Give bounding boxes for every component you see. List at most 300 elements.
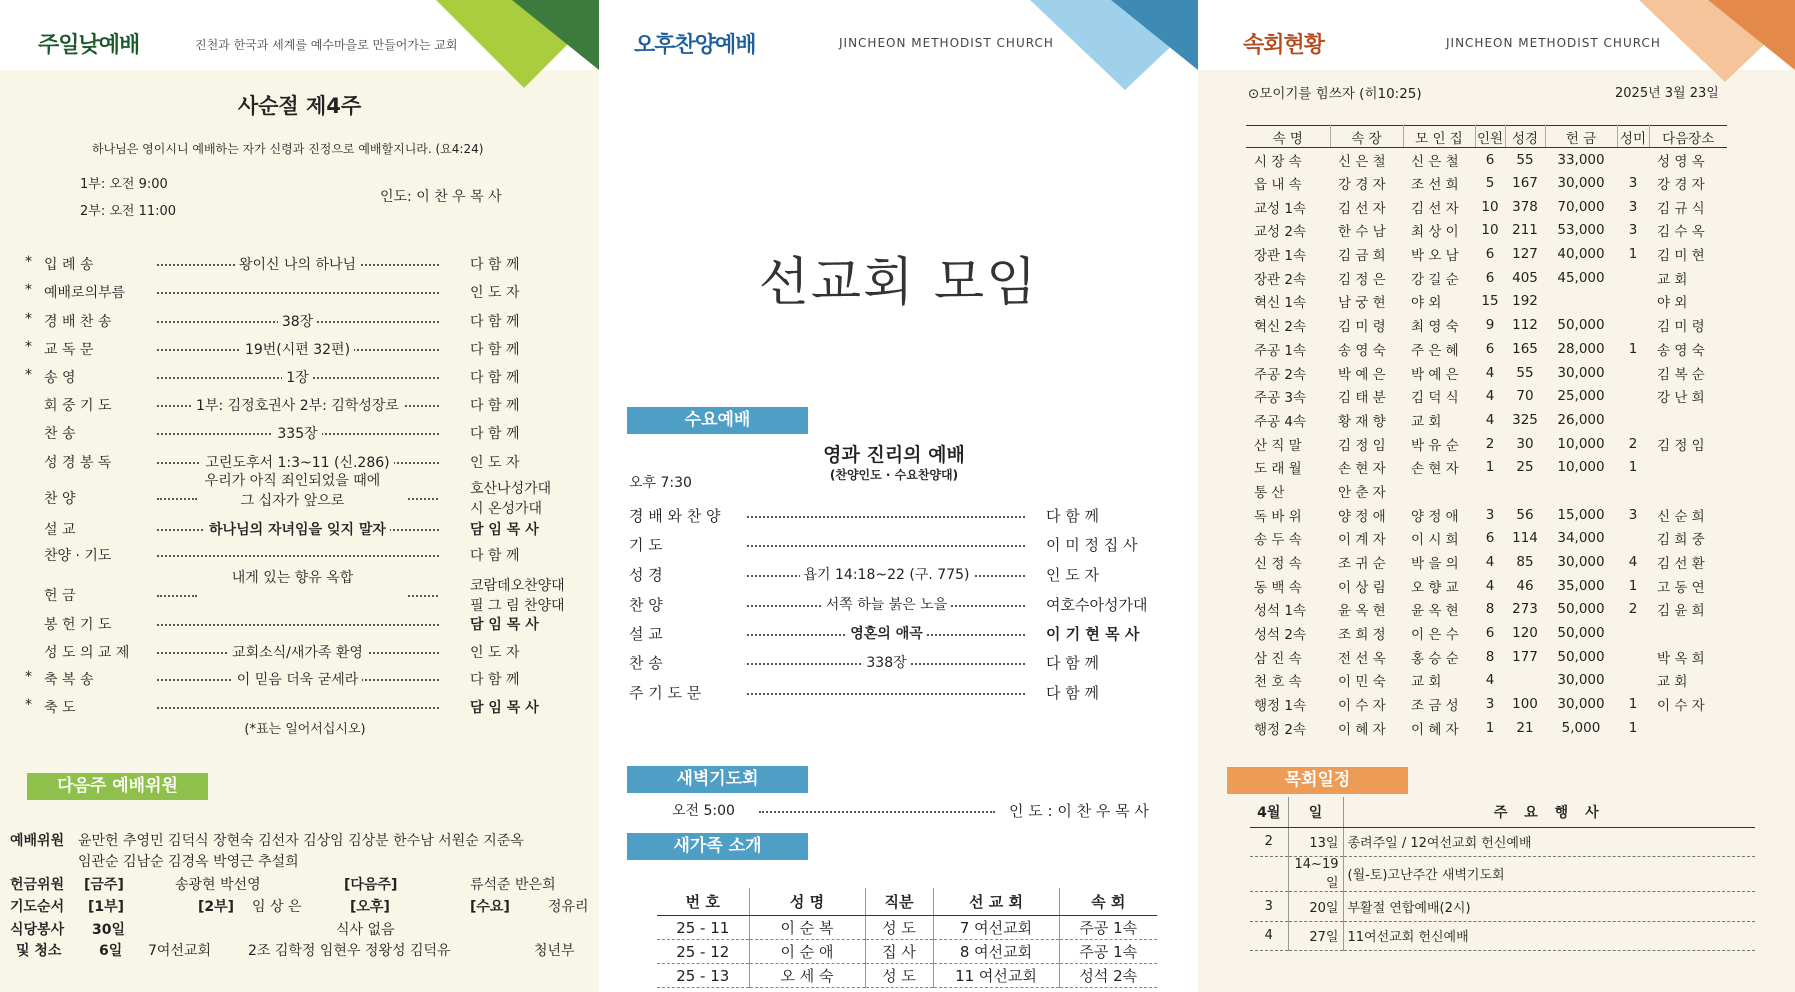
table-cell	[1649, 479, 1727, 503]
table-row	[1246, 148, 1727, 172]
table-cell: 46	[1516, 577, 1534, 594]
table-cell: 행정 2속	[1254, 721, 1307, 738]
order-item-name: 성 경 봉 독	[44, 455, 112, 471]
committee-names: 식사 없음	[336, 922, 395, 938]
schedule-title: 목회일정	[1227, 767, 1408, 794]
table-cell: 집 사	[865, 940, 933, 964]
table-cell	[1617, 621, 1649, 645]
order-item-name: 예배로의부름	[44, 285, 126, 301]
table-cell	[1617, 669, 1649, 693]
committee-names: 정유리	[548, 899, 589, 915]
table-cell: 김 미 현	[1657, 248, 1705, 265]
table-cell: 이 혜 자	[1338, 721, 1386, 738]
table-cell: 55	[1516, 364, 1534, 381]
column-header: 4월	[1250, 797, 1288, 827]
table-row	[1246, 550, 1727, 574]
table-cell: 4	[1628, 554, 1638, 571]
table-cell: 종려주일 / 12여선교회 헌신예배	[1343, 827, 1755, 856]
table-cell: 이 민 숙	[1338, 674, 1386, 691]
order-item-name: 교 독 문	[44, 342, 94, 358]
header-decoration	[1708, 0, 1795, 70]
table-row	[1246, 337, 1727, 361]
table-row	[1246, 716, 1727, 740]
table-cell: 고 동 연	[1657, 579, 1705, 596]
table-cell: 70,000	[1557, 198, 1605, 215]
table-cell: 34,000	[1557, 530, 1605, 547]
committee-tag: [다음주]	[344, 877, 398, 893]
table-header-row	[657, 888, 1157, 916]
table-cell: 김 선 자	[1411, 200, 1459, 217]
table-row	[1246, 242, 1727, 266]
header-decoration	[512, 0, 599, 70]
wed-item-content	[739, 594, 1034, 614]
order-item-by: 다 함 께	[470, 426, 520, 442]
table-cell: 이 시 희	[1411, 532, 1459, 549]
column-header: 직분	[865, 888, 933, 916]
standing-mark: *	[25, 254, 32, 270]
table-cell: 성석 1속	[1254, 603, 1307, 620]
panel-title: 오후찬양예배	[634, 33, 756, 58]
committee-label: 예배위원	[10, 833, 65, 849]
table-cell: 30,000	[1557, 364, 1605, 381]
column-header: 속 명	[1246, 126, 1330, 148]
scripture-verse: 하나님은 영이시니 예배하는 자가 신령과 진정으로 예배할지니라. (요4:24)	[92, 142, 484, 156]
committee-label: 및 청소	[16, 943, 62, 959]
table-row	[1246, 290, 1727, 314]
leader-dots	[408, 595, 438, 597]
table-cell	[1649, 716, 1727, 740]
standing-mark: *	[25, 669, 32, 685]
table-cell: 3	[1628, 506, 1638, 523]
table-cell: 2	[1628, 601, 1638, 618]
table-cell: 송 두 속	[1254, 532, 1302, 549]
leader-dots	[157, 292, 439, 294]
table-cell: 최 영 숙	[1411, 319, 1459, 336]
table-cell: 1	[1628, 246, 1638, 263]
order-item-by: 인 도 자	[470, 645, 520, 661]
table-cell: 10,000	[1557, 435, 1605, 452]
table-cell: 192	[1512, 293, 1538, 310]
table-cell: 25 - 11	[657, 916, 749, 940]
order-item-by: 다 함 께	[470, 257, 520, 273]
table-cell: 김 선 환	[1657, 556, 1705, 573]
committee-label: 헌금위원	[10, 877, 65, 893]
table-cell: 100	[1512, 696, 1538, 713]
table-cell: 이 은 수	[1411, 627, 1459, 644]
wed-item-text: 욥기 14:18~22 (구. 775)	[800, 567, 974, 583]
dawn-leader: 인 도 : 이 찬 우 목 사	[1009, 802, 1149, 820]
table-row	[1250, 856, 1755, 891]
committee-names: 윤만헌 추영민 김덕식 장현숙 김선자 김상임 김상분 한수남 서원순 지준옥	[78, 833, 524, 849]
order-item-name: 봉 헌 기 도	[44, 617, 112, 633]
leader-dots	[157, 555, 439, 557]
leader-dots	[747, 693, 1025, 695]
wed-item-name: 경 배 와 찬 양	[629, 507, 721, 525]
schedule-table	[1250, 797, 1755, 951]
table-cell: 177	[1512, 648, 1538, 665]
table-cell: 김 정 은	[1338, 271, 1386, 288]
wed-item-by: 다 함 께	[1046, 654, 1100, 672]
table-cell: 13일	[1288, 827, 1343, 856]
order-item-content: 우리가 아직 죄인되었을 때에	[204, 473, 381, 489]
table-cell: 김 태 분	[1338, 390, 1386, 407]
table-cell: 신 순 희	[1657, 508, 1705, 525]
order-item-name: 찬양 · 기도	[44, 548, 112, 564]
table-cell: 성석 2속	[1059, 964, 1157, 988]
table-cell: 1	[1628, 696, 1638, 713]
wed-item-text: 영혼의 애곡	[846, 626, 927, 642]
table-cell: 교성 2속	[1254, 224, 1307, 241]
table-cell: 2	[1250, 827, 1288, 856]
table-cell: 장관 2속	[1254, 271, 1307, 288]
wednesday-time: 오후 7:30	[629, 475, 692, 491]
standing-mark: *	[25, 311, 32, 327]
table-cell: 127	[1512, 246, 1538, 263]
table-cell	[1545, 290, 1617, 314]
table-cell: 25 - 12	[657, 940, 749, 964]
table-cell: 165	[1512, 340, 1538, 357]
order-item-name: 찬 양	[44, 491, 76, 507]
table-cell: 이 혜 자	[1411, 721, 1459, 738]
table-cell: 야 외	[1411, 295, 1442, 312]
big-title: 선교회 모임	[758, 253, 1039, 313]
table-cell: 30	[1516, 435, 1534, 452]
leader-dots	[747, 516, 1025, 518]
table-cell: 3	[1250, 891, 1288, 921]
table-cell	[1649, 455, 1727, 479]
order-item-by: 다 함 께	[470, 370, 520, 386]
table-cell: 10	[1481, 198, 1499, 215]
table-cell: 10	[1481, 222, 1499, 239]
table-cell	[1250, 856, 1288, 891]
leader-dots	[408, 498, 438, 500]
wednesday-worship-title: 수요예배	[627, 407, 808, 434]
table-cell: 교 회	[1411, 413, 1442, 430]
order-item-by: 다 함 께	[470, 398, 520, 414]
table-cell: 1	[1485, 719, 1495, 736]
table-cell: 오 세 숙	[749, 964, 865, 988]
table-cell: 6	[1485, 269, 1495, 286]
table-cell	[1545, 479, 1617, 503]
table-cell: 혁신 2속	[1254, 319, 1307, 336]
order-item-text: 교회소식/새가족 환영	[228, 645, 367, 661]
table-cell: 주공 4속	[1254, 413, 1307, 430]
table-cell: 박 을 의	[1411, 556, 1459, 573]
table-cell	[1617, 290, 1649, 314]
table-cell: 30,000	[1557, 554, 1605, 571]
table-cell: 30,000	[1557, 672, 1605, 689]
standing-mark: *	[25, 367, 32, 383]
table-cell: 천 호 속	[1254, 674, 1302, 691]
panel-subtitle: JINCHEON METHODIST CHURCH	[839, 36, 1054, 50]
table-cell: 김 희 중	[1657, 532, 1705, 549]
table-cell: 이 순 애	[749, 940, 865, 964]
column-header: 속 장	[1330, 126, 1403, 148]
panel-subtitle: 진천과 한국과 세계를 예수마을로 만들어가는 교회	[195, 38, 458, 52]
table-cell: 주공 1속	[1059, 916, 1157, 940]
table-cell: 교 회	[1657, 271, 1688, 288]
table-cell: 1	[1628, 459, 1638, 476]
table-cell: 10,000	[1557, 459, 1605, 476]
table-cell	[1649, 408, 1727, 432]
table-cell: 3	[1628, 175, 1638, 192]
wednesday-headline: 영과 진리의 예배	[823, 444, 965, 466]
leader-dots	[157, 498, 197, 500]
order-item-by: 인 도 자	[470, 285, 520, 301]
table-cell	[1649, 621, 1727, 645]
table-cell: 주공 2속	[1254, 366, 1307, 383]
table-cell: 25,000	[1557, 388, 1605, 405]
leader-dots	[157, 707, 439, 709]
wed-item-name: 기 도	[629, 536, 663, 554]
table-cell: 14~19일	[1288, 856, 1343, 891]
order-item-content	[150, 367, 445, 387]
table-cell	[1617, 408, 1649, 432]
table-cell: 강 경 자	[1338, 177, 1386, 194]
table-cell: 안 춘 자	[1338, 484, 1386, 501]
table-cell: 8	[1485, 601, 1495, 618]
leader-dots	[157, 624, 439, 626]
table-cell: 김 미 령	[1657, 319, 1705, 336]
table-cell: 송 영 숙	[1338, 342, 1386, 359]
table-cell: 성 도	[865, 916, 933, 940]
table-cell: 시 장 속	[1254, 153, 1302, 170]
wed-item-content	[739, 564, 1034, 584]
table-cell: 남 궁 현	[1338, 295, 1386, 312]
table-cell: 53,000	[1557, 222, 1605, 239]
wed-item-name: 설 교	[629, 625, 663, 643]
table-cell: 양 정 애	[1338, 508, 1386, 525]
table-cell: 405	[1512, 269, 1538, 286]
committee-tag: 30일	[92, 922, 126, 938]
leader-dots	[747, 545, 1025, 547]
order-item-by: 다 함 께	[470, 314, 520, 330]
table-cell: 3	[1485, 696, 1495, 713]
table-row	[1246, 361, 1727, 385]
wed-item-by: 다 함 께	[1046, 684, 1100, 702]
table-cell: 167	[1512, 175, 1538, 192]
order-item-text: 1부: 김정호권사 2부: 김학성장로	[192, 398, 403, 414]
table-row	[1246, 432, 1727, 456]
table-cell: (월-토)고난주간 새벽기도회	[1343, 856, 1755, 891]
wed-item-name: 찬 송	[629, 654, 663, 672]
table-cell: 6	[1485, 151, 1495, 168]
column-header: 주 요 행 사	[1343, 797, 1755, 827]
table-cell: 114	[1512, 530, 1538, 547]
wed-item-name: 성 경	[629, 566, 663, 584]
table-cell: 4	[1485, 388, 1495, 405]
table-cell: 4	[1485, 411, 1495, 428]
order-item-text: 38장	[278, 314, 317, 330]
table-cell: 성석 2속	[1254, 627, 1307, 644]
table-row	[657, 916, 1157, 940]
order-item-text: 고린도후서 1:3~11 (신.286)	[201, 455, 393, 471]
week-title: 사순절 제4주	[237, 94, 362, 118]
column-header: 다음장소	[1649, 126, 1727, 148]
table-cell: 신 은 철	[1338, 153, 1386, 170]
committee-tag: [1부]	[88, 899, 125, 915]
table-row	[1246, 455, 1727, 479]
table-cell: 동 백 속	[1254, 579, 1302, 596]
table-cell: 이 수 자	[1338, 698, 1386, 715]
table-cell: 8 여선교회	[933, 940, 1059, 964]
order-item-text: 하나님의 자녀임을 잊지 말자	[205, 522, 390, 538]
table-cell	[1617, 361, 1649, 385]
order-item-by: 다 함 께	[470, 342, 520, 358]
order-item-name: 경 배 찬 송	[44, 314, 112, 330]
table-cell: 홍 승 순	[1411, 650, 1459, 667]
table-cell: 박 옥 희	[1657, 650, 1705, 667]
table-cell: 3	[1485, 506, 1495, 523]
column-header: 번 호	[657, 888, 749, 916]
column-header: 인원	[1475, 126, 1505, 148]
committee-tag: [오후]	[350, 899, 390, 915]
wed-item-by: 이 기 현 목 사	[1046, 625, 1140, 643]
table-cell: 강 길 순	[1411, 271, 1459, 288]
cell-group-panel	[1198, 0, 1795, 992]
table-cell: 28,000	[1557, 340, 1605, 357]
table-cell: 김 선 자	[1338, 200, 1386, 217]
table-cell: 11 여선교회	[933, 964, 1059, 988]
table-cell: 산 직 말	[1254, 437, 1302, 454]
table-cell	[1617, 266, 1649, 290]
table-cell: 33,000	[1557, 151, 1605, 168]
table-cell: 윤 옥 현	[1411, 603, 1459, 620]
table-row	[1250, 827, 1755, 856]
table-row	[1246, 384, 1727, 408]
standing-mark: *	[25, 697, 32, 713]
committee-names: 2조 김학정 임현우 정왕성 김덕유	[248, 943, 451, 959]
table-cell: 이 계 자	[1338, 532, 1386, 549]
committee-label: 식당봉사	[10, 922, 65, 938]
table-row	[1250, 921, 1755, 950]
table-cell: 6	[1485, 340, 1495, 357]
table-cell: 40,000	[1557, 246, 1605, 263]
table-cell: 25 - 13	[657, 964, 749, 988]
table-cell: 이 순 복	[749, 916, 865, 940]
table-cell: 9	[1485, 317, 1495, 334]
table-cell: 3	[1628, 198, 1638, 215]
table-row	[1246, 598, 1727, 622]
column-header: 성경	[1505, 126, 1545, 148]
table-cell: 5,000	[1561, 719, 1601, 736]
table-cell: 윤 옥 현	[1338, 603, 1386, 620]
table-cell: 112	[1512, 317, 1538, 334]
table-cell: 교성 1속	[1254, 200, 1307, 217]
table-cell: 한 수 남	[1338, 224, 1386, 241]
table-row	[1246, 692, 1727, 716]
table-row	[1246, 527, 1727, 551]
table-cell: 김 정 임	[1338, 437, 1386, 454]
order-item-name: 송 영	[44, 370, 76, 386]
leader-dots	[759, 811, 995, 813]
table-cell	[1617, 148, 1649, 172]
table-cell: 25	[1516, 459, 1534, 476]
service-time-2: 2부: 오전 11:00	[80, 204, 177, 219]
table-cell: 50,000	[1557, 648, 1605, 665]
order-item-text: 이 믿음 더욱 굳세라	[233, 672, 363, 688]
table-cell: 박 유 순	[1411, 437, 1459, 454]
table-cell: 15,000	[1557, 506, 1605, 523]
table-cell: 신 정 속	[1254, 556, 1302, 573]
worship-leader: 인도: 이 찬 우 목 사	[380, 189, 502, 205]
committee-names: 류석준 반은희	[470, 877, 556, 893]
table-cell: 주공 1속	[1059, 940, 1157, 964]
order-item-content	[150, 669, 445, 689]
table-cell: 30,000	[1557, 175, 1605, 192]
dawn-prayer-title: 새벽기도회	[627, 766, 808, 793]
table-cell: 장관 1속	[1254, 248, 1307, 265]
committee-label: 기도순서	[10, 899, 65, 915]
table-cell: 50,000	[1557, 317, 1605, 334]
table-cell: 손 현 자	[1411, 461, 1459, 478]
service-time-1: 1부: 오전 9:00	[80, 177, 168, 192]
order-item-text: 1장	[282, 370, 312, 386]
order-item-text: 왕이신 나의 하나님	[235, 257, 360, 273]
table-cell	[1617, 313, 1649, 337]
report-date: 2025년 3월 23일	[1615, 86, 1719, 101]
table-row	[1246, 195, 1727, 219]
wed-item-content	[739, 652, 1034, 672]
table-cell: 황 재 향	[1338, 413, 1386, 430]
order-item-by: 담 임 목 사	[470, 522, 539, 538]
order-item-name: 찬 송	[44, 426, 76, 442]
table-cell: 전 선 옥	[1338, 650, 1386, 667]
table-cell	[1505, 479, 1545, 503]
table-cell	[1617, 479, 1649, 503]
table-row	[1250, 891, 1755, 921]
table-cell: 4	[1250, 921, 1288, 950]
order-item-content	[150, 423, 445, 443]
table-row	[1246, 266, 1727, 290]
table-cell: 삼 진 속	[1254, 650, 1302, 667]
table-cell: 35,000	[1557, 577, 1605, 594]
table-row	[1246, 669, 1727, 693]
table-cell: 혁신 1속	[1254, 295, 1307, 312]
table-cell: 읍 내 속	[1254, 177, 1302, 194]
table-cell: 5	[1485, 175, 1495, 192]
table-cell: 이 상 림	[1338, 579, 1386, 596]
order-item-by: 코람데오찬양대	[470, 578, 565, 594]
table-cell: 행정 1속	[1254, 698, 1307, 715]
table-row	[1246, 621, 1727, 645]
table-cell: 김 복 순	[1657, 366, 1705, 383]
table-cell: 최 상 이	[1411, 224, 1459, 241]
column-header: 성미	[1617, 126, 1649, 148]
table-row	[1246, 408, 1727, 432]
table-cell: 120	[1512, 625, 1538, 642]
table-cell: 1	[1628, 577, 1638, 594]
order-item-text: 19번(시편 32편)	[241, 342, 354, 358]
table-cell: 김 수 옥	[1657, 224, 1705, 241]
column-header: 모 인 집	[1403, 126, 1475, 148]
order-item-text: 335장	[273, 426, 321, 442]
wed-item-by: 다 함 께	[1046, 507, 1100, 525]
panel-title: 속회현황	[1243, 33, 1325, 58]
column-header: 성 명	[749, 888, 865, 916]
table-cell: 김 정 임	[1657, 437, 1705, 454]
order-item-content: 그 십자가 앞으로	[240, 493, 345, 509]
table-cell: 1	[1485, 459, 1495, 476]
column-header: 선 교 회	[933, 888, 1059, 916]
table-cell: 박 예 은	[1338, 366, 1386, 383]
table-cell: 통 산	[1254, 484, 1285, 501]
committee-tag: [금주]	[84, 877, 124, 893]
table-row	[657, 940, 1157, 964]
table-header-row	[1250, 797, 1755, 827]
table-cell: 11여선교회 헌신예배	[1343, 921, 1755, 950]
table-row	[1246, 313, 1727, 337]
